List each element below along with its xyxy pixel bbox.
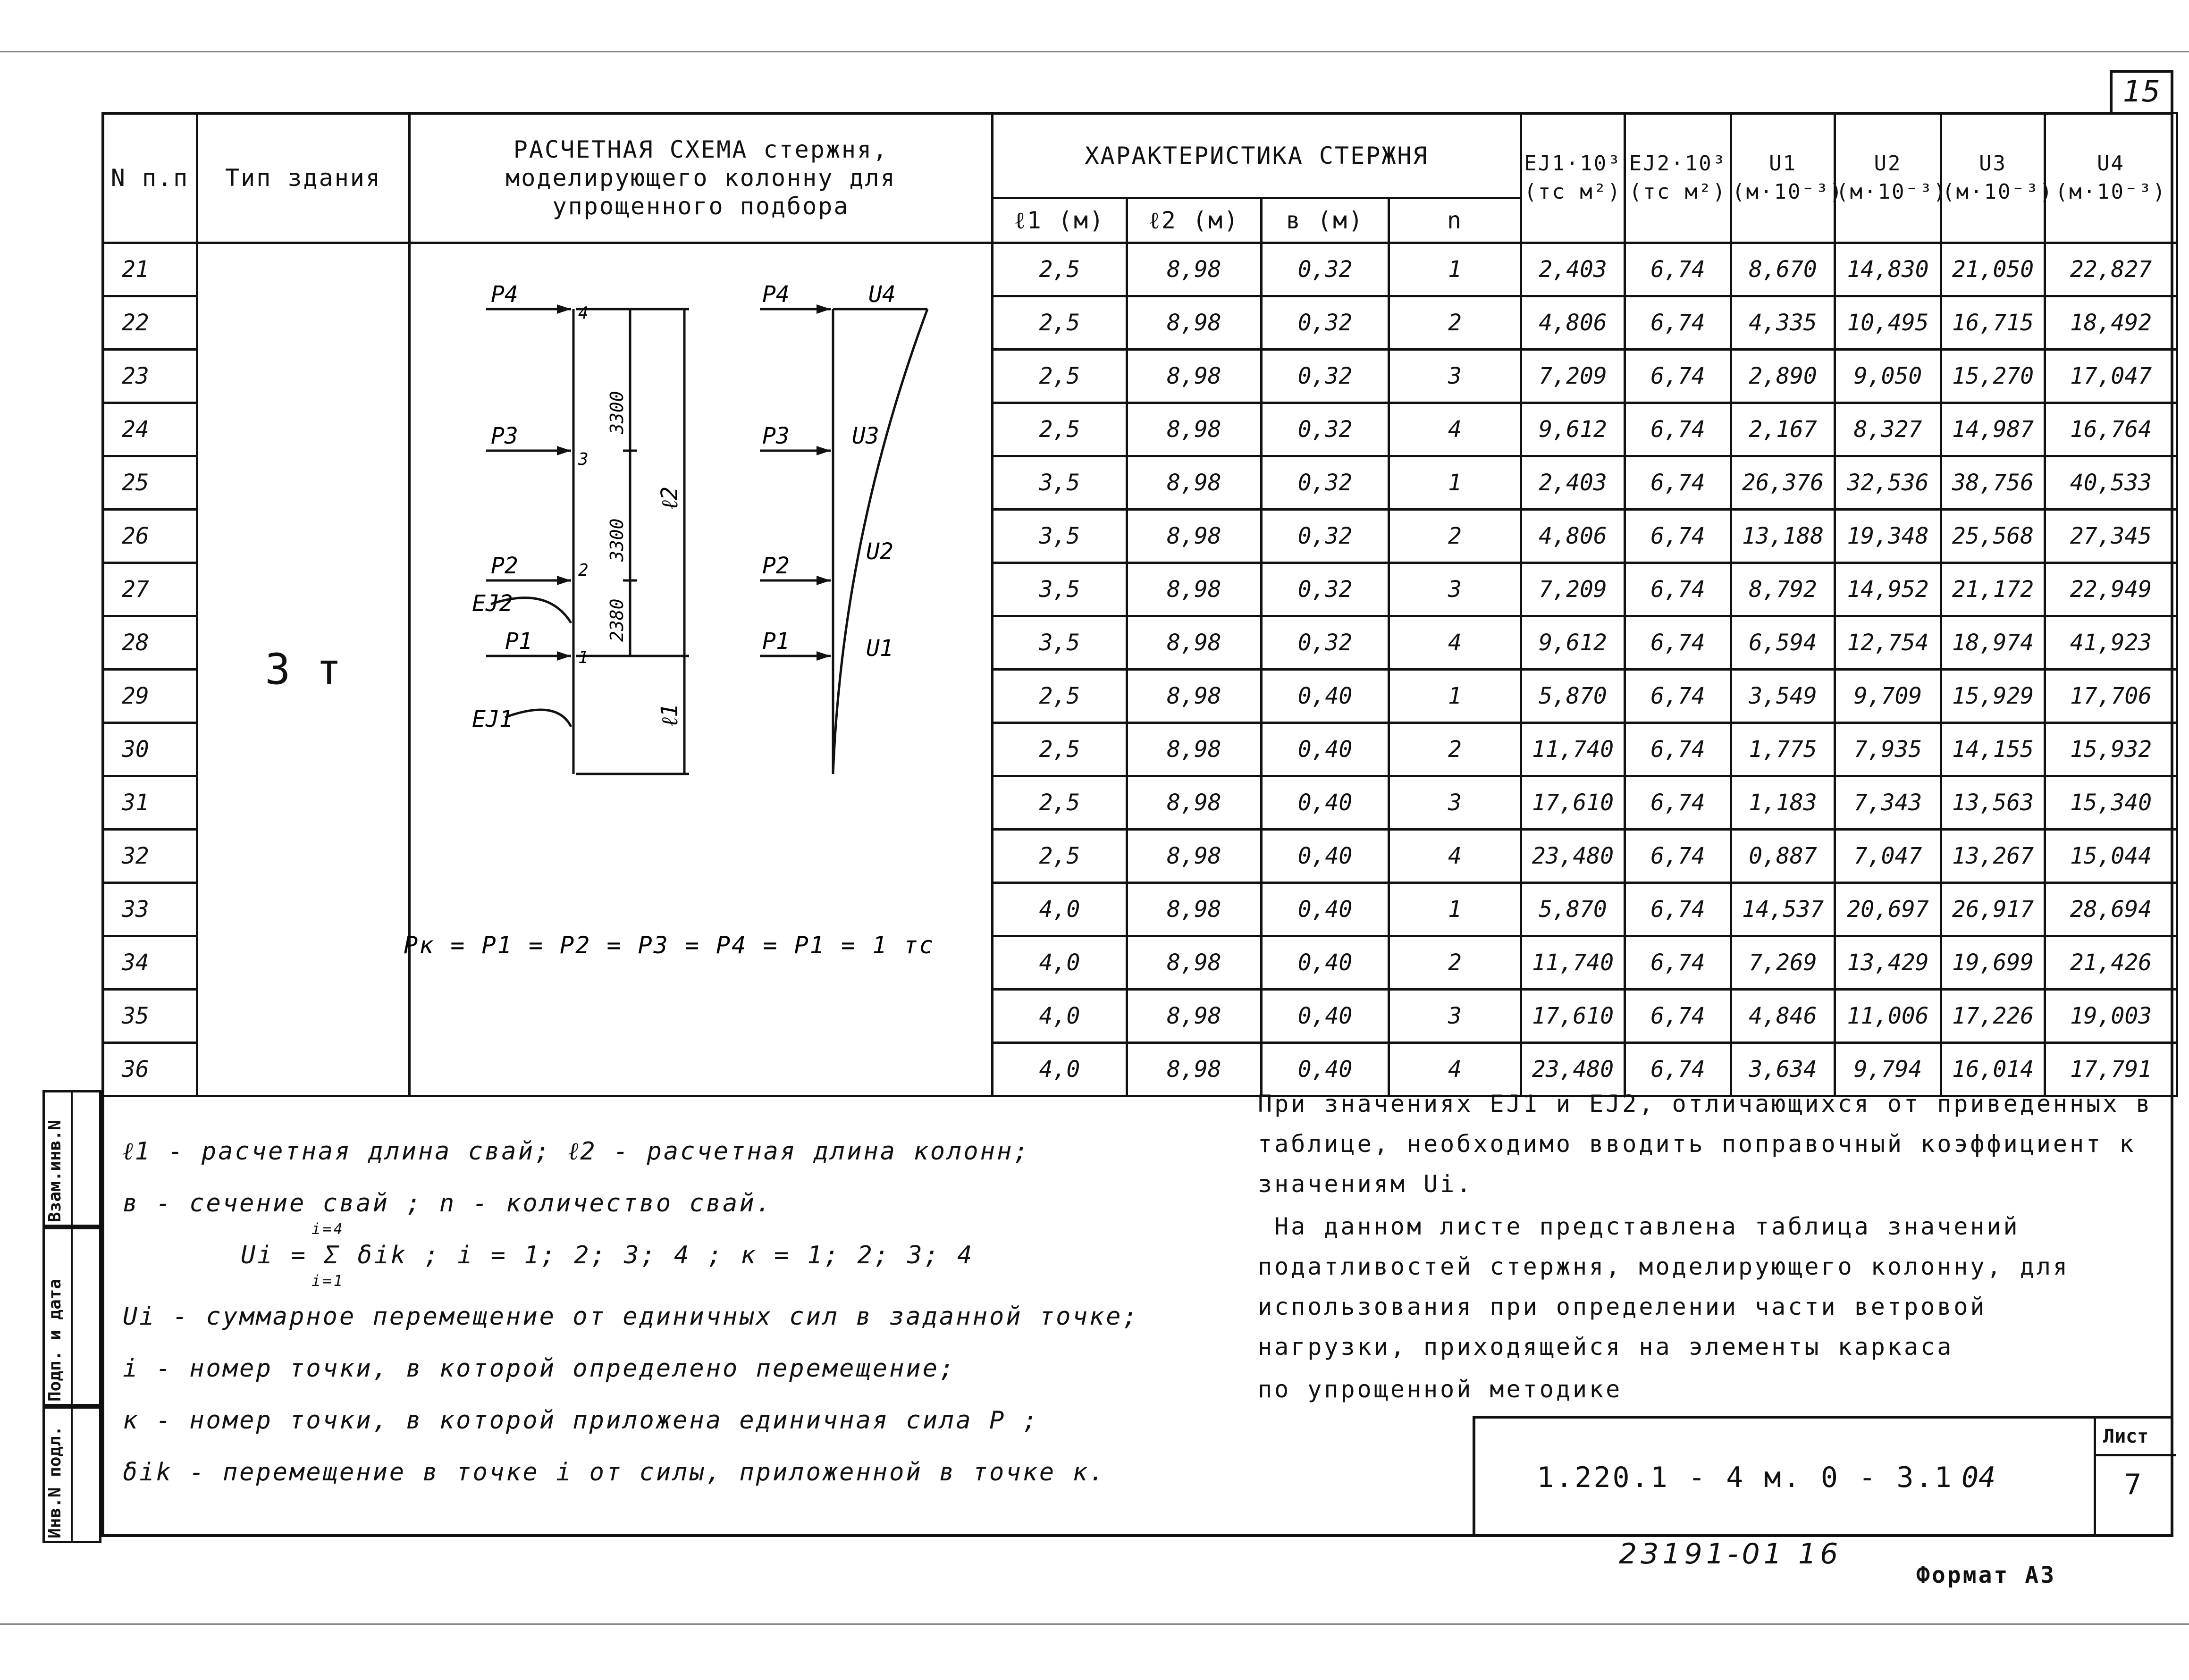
label-p4-right: P4 xyxy=(762,281,790,308)
u2-cell: 12,754 xyxy=(1835,616,1941,670)
row-number: 27 xyxy=(103,563,197,616)
row-number: 21 xyxy=(103,243,197,296)
dim-3300-mid: 3300 xyxy=(606,518,627,562)
ej1-cell: 11,740 xyxy=(1521,936,1625,990)
right-note-4: На данном листе представлена таблица значений xyxy=(1274,1213,2020,1240)
row-number: 29 xyxy=(103,670,197,723)
ej2-cell: 6,74 xyxy=(1625,723,1731,776)
l1-cell: 2,5 xyxy=(993,723,1127,776)
ej1-cell: 17,610 xyxy=(1521,776,1625,830)
ej2-cell: 6,74 xyxy=(1625,616,1731,670)
l2-cell: 8,98 xyxy=(1127,510,1262,563)
l1-cell: 4,0 xyxy=(993,990,1127,1043)
l1-cell: 2,5 xyxy=(993,243,1127,296)
note-line-1: ℓ1 - расчетная длина свай; ℓ2 - расчетная длина колонн; xyxy=(123,1137,1030,1166)
u1-cell: 13,188 xyxy=(1731,510,1835,563)
u2-cell: 14,830 xyxy=(1835,243,1941,296)
b-cell: 0,40 xyxy=(1262,830,1389,883)
u3-cell: 13,563 xyxy=(1941,776,2045,830)
l2-cell: 8,98 xyxy=(1127,296,1262,350)
label-p1: P1 xyxy=(505,628,532,655)
right-note-8: по упрощенной методике xyxy=(1258,1376,1623,1403)
b-cell: 0,40 xyxy=(1262,990,1389,1043)
header-n: n xyxy=(1389,198,1521,243)
u2-cell: 7,343 xyxy=(1835,776,1941,830)
l2-cell: 8,98 xyxy=(1127,616,1262,670)
label-ej1: EJ1 xyxy=(472,706,513,732)
l1-cell: 2,5 xyxy=(993,296,1127,350)
u1-cell: 2,167 xyxy=(1731,403,1835,456)
row-number: 35 xyxy=(103,990,197,1043)
u3-cell: 15,270 xyxy=(1941,350,2045,403)
row-number: 25 xyxy=(103,456,197,510)
sheet-corner-number: 15 xyxy=(2110,70,2173,115)
u2-cell: 19,348 xyxy=(1835,510,1941,563)
ej2-cell: 6,74 xyxy=(1625,670,1731,723)
u1-cell: 4,335 xyxy=(1731,296,1835,350)
note-line-2: в - сечение свай ; n - количество свай. xyxy=(123,1189,773,1218)
u2-cell: 9,794 xyxy=(1835,1043,1941,1096)
l1-cell: 2,5 xyxy=(993,830,1127,883)
b-cell: 0,40 xyxy=(1262,776,1389,830)
label-p4: P4 xyxy=(491,281,518,308)
right-note-6: использования при определении части ветровой xyxy=(1258,1293,1987,1320)
label-p1-right: P1 xyxy=(762,628,790,655)
dim-2380: 2380 xyxy=(606,598,627,642)
b-cell: 0,32 xyxy=(1262,456,1389,510)
header-l2: ℓ2 (м) xyxy=(1127,198,1262,243)
u3-cell: 16,014 xyxy=(1941,1043,2045,1096)
u3-cell: 38,756 xyxy=(1941,456,2045,510)
drawing-frame xyxy=(101,112,2173,1537)
u4-cell: 21,426 xyxy=(2045,936,2177,990)
u4-cell: 17,706 xyxy=(2045,670,2177,723)
label-p2-right: P2 xyxy=(762,553,790,579)
u4-cell: 15,932 xyxy=(2045,723,2177,776)
node-4: 4 xyxy=(578,303,589,323)
ej1-cell: 9,612 xyxy=(1521,616,1625,670)
row-number: 33 xyxy=(103,883,197,936)
ej1-cell: 5,870 xyxy=(1521,670,1625,723)
ej2-cell: 6,74 xyxy=(1625,1043,1731,1096)
u1-cell: 14,537 xyxy=(1731,883,1835,936)
u4-cell: 22,949 xyxy=(2045,563,2177,616)
u4-cell: 17,047 xyxy=(2045,350,2177,403)
n-cell: 3 xyxy=(1389,990,1521,1043)
ej1-cell: 9,612 xyxy=(1521,403,1625,456)
u4-cell: 19,003 xyxy=(2045,990,2177,1043)
u4-cell: 40,533 xyxy=(2045,456,2177,510)
l2-cell: 8,98 xyxy=(1127,456,1262,510)
ej2-cell: 6,74 xyxy=(1625,936,1731,990)
u2-cell: 14,952 xyxy=(1835,563,1941,616)
u1-cell: 3,634 xyxy=(1731,1043,1835,1096)
ej1-cell: 11,740 xyxy=(1521,723,1625,776)
u2-cell: 9,709 xyxy=(1835,670,1941,723)
b-cell: 0,40 xyxy=(1262,883,1389,936)
u1-cell: 1,183 xyxy=(1731,776,1835,830)
label-p3-right: P3 xyxy=(762,423,790,449)
n-cell: 4 xyxy=(1389,830,1521,883)
ej2-cell: 6,74 xyxy=(1625,403,1731,456)
node-3: 3 xyxy=(578,450,589,469)
u4-cell: 16,764 xyxy=(2045,403,2177,456)
u1-cell: 1,775 xyxy=(1731,723,1835,776)
header-b: в (м) xyxy=(1262,198,1389,243)
u1-cell: 3,549 xyxy=(1731,670,1835,723)
sum-top-limit: i=4 xyxy=(312,1220,345,1238)
u4-cell: 18,492 xyxy=(2045,296,2177,350)
l2-cell: 8,98 xyxy=(1127,350,1262,403)
label-p3: P3 xyxy=(491,423,518,449)
label-u1: U1 xyxy=(866,635,893,662)
l1-cell: 2,5 xyxy=(993,776,1127,830)
u4-cell: 27,345 xyxy=(2045,510,2177,563)
header-ej1: EJ1·10³ (тс м²) xyxy=(1521,113,1625,243)
force-formula: Pк = P1 = P2 = P3 = P4 = P1 = 1 тс xyxy=(404,932,935,959)
n-cell: 4 xyxy=(1389,1043,1521,1096)
header-ej2: EJ2·10³ (тс м²) xyxy=(1625,113,1731,243)
n-cell: 2 xyxy=(1389,936,1521,990)
node-2: 2 xyxy=(578,561,589,580)
ej2-cell: 6,74 xyxy=(1625,990,1731,1043)
stamp-sheet-label: Лист xyxy=(2103,1426,2149,1447)
u2-cell: 7,047 xyxy=(1835,830,1941,883)
u4-cell: 15,340 xyxy=(2045,776,2177,830)
u3-cell: 25,568 xyxy=(1941,510,2045,563)
u3-cell: 21,050 xyxy=(1941,243,2045,296)
ej1-cell: 23,480 xyxy=(1521,1043,1625,1096)
label-ej2: EJ2 xyxy=(472,590,513,617)
u2-cell: 7,935 xyxy=(1835,723,1941,776)
u2-cell: 13,429 xyxy=(1835,936,1941,990)
label-u3: U3 xyxy=(852,423,879,449)
l1-cell: 3,5 xyxy=(993,563,1127,616)
n-cell: 4 xyxy=(1389,403,1521,456)
ej1-cell: 4,806 xyxy=(1521,510,1625,563)
ej2-cell: 6,74 xyxy=(1625,296,1731,350)
header-u4: U4 (м·10⁻³) xyxy=(2045,113,2177,243)
u2-cell: 32,536 xyxy=(1835,456,1941,510)
u4-cell: 22,827 xyxy=(2045,243,2177,296)
row-number: 36 xyxy=(103,1043,197,1096)
l2-cell: 8,98 xyxy=(1127,563,1262,616)
ej1-cell: 7,209 xyxy=(1521,563,1625,616)
l2-cell: 8,98 xyxy=(1127,990,1262,1043)
right-note-2: таблице, необходимо вводить поправочный коэффициент к xyxy=(1258,1130,2136,1158)
l1-cell: 4,0 xyxy=(993,883,1127,936)
side-label-signature: Подп. и дата xyxy=(45,1278,65,1402)
l2-cell: 8,98 xyxy=(1127,723,1262,776)
b-cell: 0,40 xyxy=(1262,936,1389,990)
row-number: 24 xyxy=(103,403,197,456)
l1-cell: 2,5 xyxy=(993,670,1127,723)
row-number: 28 xyxy=(103,616,197,670)
label-u4: U4 xyxy=(868,281,896,308)
ej2-cell: 6,74 xyxy=(1625,830,1731,883)
u1-cell: 7,269 xyxy=(1731,936,1835,990)
b-cell: 0,32 xyxy=(1262,296,1389,350)
row-number: 31 xyxy=(103,776,197,830)
u2-cell: 10,495 xyxy=(1835,296,1941,350)
dim-3300-top: 3300 xyxy=(606,391,627,434)
side-label-inventory: Инв.N подл. xyxy=(45,1426,65,1538)
ej1-cell: 17,610 xyxy=(1521,990,1625,1043)
ej2-cell: 6,74 xyxy=(1625,456,1731,510)
ej1-cell: 2,403 xyxy=(1521,243,1625,296)
l2-cell: 8,98 xyxy=(1127,1043,1262,1096)
u1-cell: 8,792 xyxy=(1731,563,1835,616)
label-l2: ℓ2 xyxy=(657,487,683,510)
u1-cell: 0,887 xyxy=(1731,830,1835,883)
ej1-cell: 2,403 xyxy=(1521,456,1625,510)
row-number: 32 xyxy=(103,830,197,883)
n-cell: 3 xyxy=(1389,350,1521,403)
n-cell: 2 xyxy=(1389,723,1521,776)
u4-cell: 41,923 xyxy=(2045,616,2177,670)
u1-cell: 6,594 xyxy=(1731,616,1835,670)
u3-cell: 26,917 xyxy=(1941,883,2045,936)
u4-cell: 15,044 xyxy=(2045,830,2177,883)
u1-cell: 2,890 xyxy=(1731,350,1835,403)
right-note-1: При значениях EJ1 и EJ2, отличающихся от приведенных в xyxy=(1258,1090,2153,1117)
l2-cell: 8,98 xyxy=(1127,403,1262,456)
ej1-cell: 4,806 xyxy=(1521,296,1625,350)
label-l1: ℓ1 xyxy=(657,704,683,727)
n-cell: 1 xyxy=(1389,243,1521,296)
l2-cell: 8,98 xyxy=(1127,830,1262,883)
l1-cell: 3,5 xyxy=(993,456,1127,510)
label-u2: U2 xyxy=(866,538,893,565)
b-cell: 0,32 xyxy=(1262,616,1389,670)
ej2-cell: 6,74 xyxy=(1625,776,1731,830)
b-cell: 0,40 xyxy=(1262,1043,1389,1096)
building-type-cell: 3 т xyxy=(197,243,410,1096)
u3-cell: 14,987 xyxy=(1941,403,2045,456)
u3-cell: 17,226 xyxy=(1941,990,2045,1043)
sum-bottom-limit: i=1 xyxy=(312,1272,345,1290)
stamp-code2: 04 xyxy=(1962,1461,1996,1494)
u2-cell: 9,050 xyxy=(1835,350,1941,403)
ej1-cell: 5,870 xyxy=(1521,883,1625,936)
u4-cell: 17,791 xyxy=(2045,1043,2177,1096)
header-characteristics: ХАРАКТЕРИСТИКА СТЕРЖНЯ xyxy=(993,113,1521,198)
ej2-cell: 6,74 xyxy=(1625,510,1731,563)
row-number: 23 xyxy=(103,350,197,403)
n-cell: 3 xyxy=(1389,563,1521,616)
u2-cell: 20,697 xyxy=(1835,883,1941,936)
l1-cell: 3,5 xyxy=(993,510,1127,563)
node-1: 1 xyxy=(578,648,589,667)
b-cell: 0,32 xyxy=(1262,243,1389,296)
b-cell: 0,40 xyxy=(1262,670,1389,723)
header-u3: U3 (м·10⁻³) xyxy=(1941,113,2045,243)
b-cell: 0,32 xyxy=(1262,403,1389,456)
header-u1: U1 (м·10⁻³) xyxy=(1731,113,1835,243)
l1-cell: 2,5 xyxy=(993,403,1127,456)
header-scheme: РАСЧЕТНАЯ СХЕМА стержня, моделирующего колонну для упрощенного подбора xyxy=(410,113,993,243)
b-cell: 0,32 xyxy=(1262,563,1389,616)
note-line-3: Ui = Σ δik ; i = 1; 2; 3; 4 ; к = 1; 2; 3; 4 xyxy=(241,1241,974,1269)
n-cell: 4 xyxy=(1389,616,1521,670)
title-stamp xyxy=(1473,1416,2173,1537)
l1-cell: 4,0 xyxy=(993,936,1127,990)
note-line-5: i - номер точки, в которой определено перемещение; xyxy=(123,1354,956,1383)
header-num: N п.п xyxy=(103,113,197,243)
u3-cell: 18,974 xyxy=(1941,616,2045,670)
u3-cell: 14,155 xyxy=(1941,723,2045,776)
l2-cell: 8,98 xyxy=(1127,936,1262,990)
l2-cell: 8,98 xyxy=(1127,776,1262,830)
l1-cell: 4,0 xyxy=(993,1043,1127,1096)
b-cell: 0,32 xyxy=(1262,510,1389,563)
note-line-4: Ui - суммарное перемещение от единичных сил в заданной точке; xyxy=(123,1302,1139,1331)
note-line-6: к - номер точки, в которой приложена единичная сила P ; xyxy=(123,1406,1039,1435)
u3-cell: 19,699 xyxy=(1941,936,2045,990)
row-number: 34 xyxy=(103,936,197,990)
l1-cell: 2,5 xyxy=(993,350,1127,403)
n-cell: 2 xyxy=(1389,296,1521,350)
ej2-cell: 6,74 xyxy=(1625,883,1731,936)
label-p2: P2 xyxy=(491,553,518,579)
note-line-7: δik - перемещение в точке i от силы, приложенной в точке к. xyxy=(123,1458,1106,1487)
u1-cell: 8,670 xyxy=(1731,243,1835,296)
n-cell: 1 xyxy=(1389,883,1521,936)
handwritten-number: 23191-01 16 xyxy=(1619,1537,1842,1571)
l2-cell: 8,98 xyxy=(1127,883,1262,936)
n-cell: 2 xyxy=(1389,510,1521,563)
top-scan-edge xyxy=(0,51,2189,52)
b-cell: 0,40 xyxy=(1262,723,1389,776)
ej2-cell: 6,74 xyxy=(1625,563,1731,616)
u3-cell: 13,267 xyxy=(1941,830,2045,883)
row-number: 26 xyxy=(103,510,197,563)
header-u2: U2 (м·10⁻³) xyxy=(1835,113,1941,243)
bottom-scan-edge xyxy=(0,1623,2189,1625)
row-number: 22 xyxy=(103,296,197,350)
u3-cell: 15,929 xyxy=(1941,670,2045,723)
header-type: Тип здания xyxy=(197,113,410,243)
ej2-cell: 6,74 xyxy=(1625,243,1731,296)
l2-cell: 8,98 xyxy=(1127,243,1262,296)
header-l1: ℓ1 (м) xyxy=(993,198,1127,243)
ej1-cell: 23,480 xyxy=(1521,830,1625,883)
b-cell: 0,32 xyxy=(1262,350,1389,403)
ej1-cell: 7,209 xyxy=(1521,350,1625,403)
n-cell: 1 xyxy=(1389,670,1521,723)
u3-cell: 16,715 xyxy=(1941,296,2045,350)
l1-cell: 3,5 xyxy=(993,616,1127,670)
u2-cell: 11,006 xyxy=(1835,990,1941,1043)
right-note-7: нагрузки, приходящейся на элементы каркаса xyxy=(1258,1333,1954,1361)
u4-cell: 28,694 xyxy=(2045,883,2177,936)
side-label-replacement: Взам.инв.N xyxy=(45,1120,65,1222)
row-number: 30 xyxy=(103,723,197,776)
stamp-sheet-number: 7 xyxy=(2124,1468,2142,1501)
right-note-3: значениям Ui. xyxy=(1258,1170,1473,1198)
n-cell: 3 xyxy=(1389,776,1521,830)
u1-cell: 26,376 xyxy=(1731,456,1835,510)
format-label: Формат А3 xyxy=(1916,1562,2056,1588)
u3-cell: 21,172 xyxy=(1941,563,2045,616)
ej2-cell: 6,74 xyxy=(1625,350,1731,403)
right-note-5: податливостей стержня, моделирующего колонну, для xyxy=(1258,1253,2070,1280)
l2-cell: 8,98 xyxy=(1127,670,1262,723)
n-cell: 1 xyxy=(1389,456,1521,510)
u2-cell: 8,327 xyxy=(1835,403,1941,456)
u1-cell: 4,846 xyxy=(1731,990,1835,1043)
stamp-code: 1.220.1 - 4 м. 0 - 3.1 xyxy=(1537,1461,1953,1494)
